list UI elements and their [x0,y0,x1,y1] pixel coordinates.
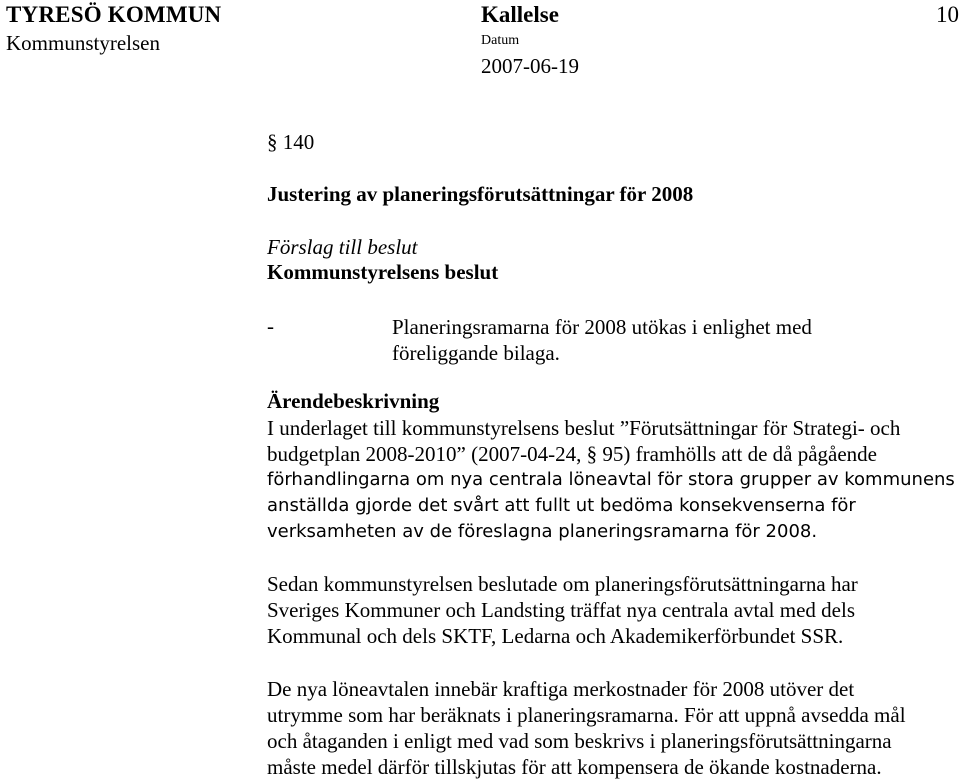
paragraph-line: Sveriges Kommuner och Landsting träffat nya centrala avtal med dels [267,598,855,622]
paragraph-agreements [267,571,858,649]
document-type: Kallelse [481,2,559,27]
paragraph-line: verksamheten av de föreslagna planeringsramarna för 2008. [267,521,818,542]
date-label: Datum [481,33,520,48]
decision-label: Kommunstyrelsens beslut [267,260,499,284]
page-number: 10 [936,2,959,27]
paragraph-line: Sedan kommunstyrelsen beslutade om planeringsförutsättningarna har [267,572,858,596]
paragraph-line: I underlaget till kommunstyrelsens beslut ”Förutsättningar för Strategi- och [267,416,901,440]
date-value: 2007-06-19 [481,54,579,78]
paragraph-line: anställda gjorde det svårt att fullt ut bedöma konsekvenserna för [267,495,856,516]
paragraph-line: utrymme som har beräknats i planeringsramarna. För att uppnå avsedda mål [267,703,906,727]
paragraph-line: förhandlingarna om nya centrala löneavtal för stora grupper av kommunens [267,469,955,490]
list-bullet: - [267,314,274,338]
paragraph-number: § 140 [267,130,315,154]
paragraph-costs [267,676,906,780]
organization-name: TYRESÖ KOMMUN [6,2,222,27]
decision-item-text: Planeringsramarna för 2008 utökas i enlighet med föreliggande bilaga. [392,315,812,365]
section-title: Justering av planeringsförutsättningar för 2008 [267,182,694,206]
paragraph-line: måste medel därför tillskjutas för att kompensera de ökande kostnaderna. [267,755,882,779]
paragraph-line: De nya löneavtalen innebär kraftiga merkostnader för 2008 utöver det [267,677,855,701]
paragraph-line: budgetplan 2008-2010” (2007-04-24, § 95) framhölls att de då pågående [267,442,877,466]
organization-unit: Kommunstyrelsen [6,31,160,55]
paragraph-background [267,415,955,545]
proposal-label: Förslag till beslut [267,235,418,259]
paragraph-line: Kommunal och dels SKTF, Ledarna och Akademikerförbundet SSR. [267,624,844,648]
paragraph-line: och åtaganden i enligt med vad som beskrivs i planeringsförutsättningarna [267,729,892,753]
description-heading: Ärendebeskrivning [267,389,440,413]
